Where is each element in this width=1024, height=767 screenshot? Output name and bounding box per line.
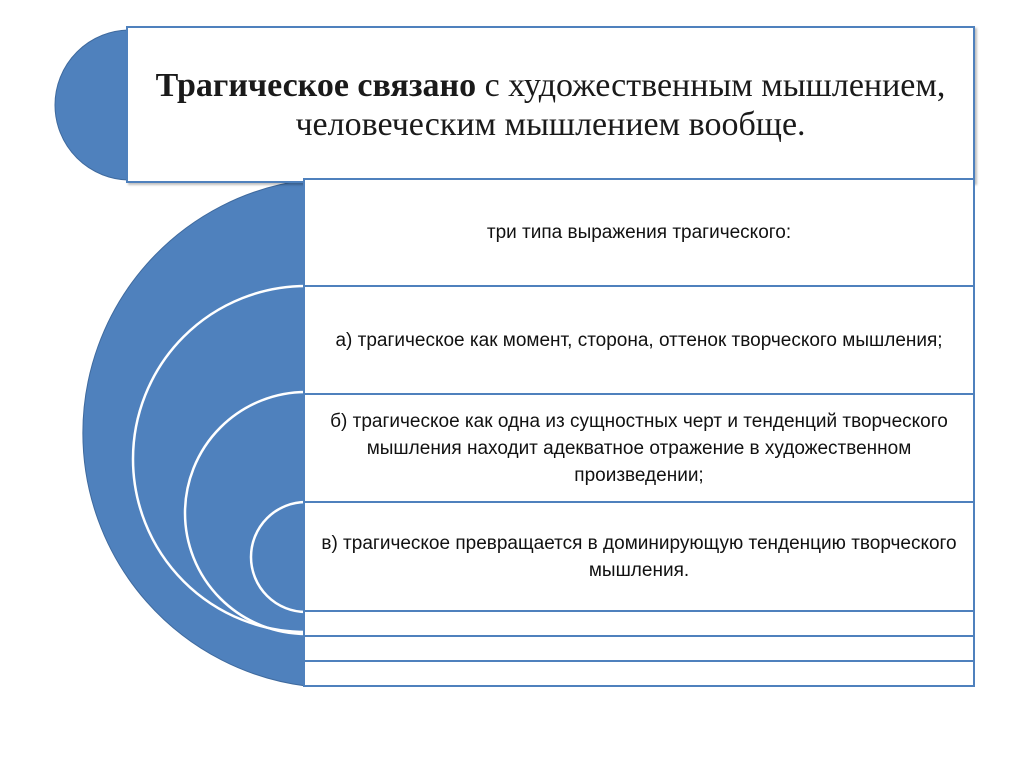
item-box-bottom — [303, 660, 975, 687]
item-box-c — [303, 501, 975, 612]
item-text-c: в) трагическое превращается в доминирующую тенденцию творческого мышления. — [321, 532, 957, 581]
title-half-disc — [55, 30, 130, 180]
item-box-empty-2 — [303, 635, 975, 662]
item-box-heading — [303, 178, 975, 287]
title-bold: Трагическое связано — [155, 66, 477, 104]
item-box-a — [303, 285, 975, 395]
item-box-b — [303, 393, 975, 503]
item-box-empty-1 — [303, 610, 975, 637]
title-box — [126, 26, 975, 183]
outer-half-disc — [83, 180, 306, 686]
item-text-b: б) трагическое как одна из сущностных черт и тенденций творческого мышления находит адекватное отражение в художественном произведении; — [330, 410, 948, 486]
item-text-a: а) трагическое как момент, сторона, оттенок творческого мышления; — [335, 329, 943, 351]
item-text-heading: три типа выражения трагического: — [486, 222, 792, 243]
title-rest: с художественным мышлением, человеческим мышлением вообще. — [295, 66, 946, 143]
title-text — [150, 66, 951, 144]
